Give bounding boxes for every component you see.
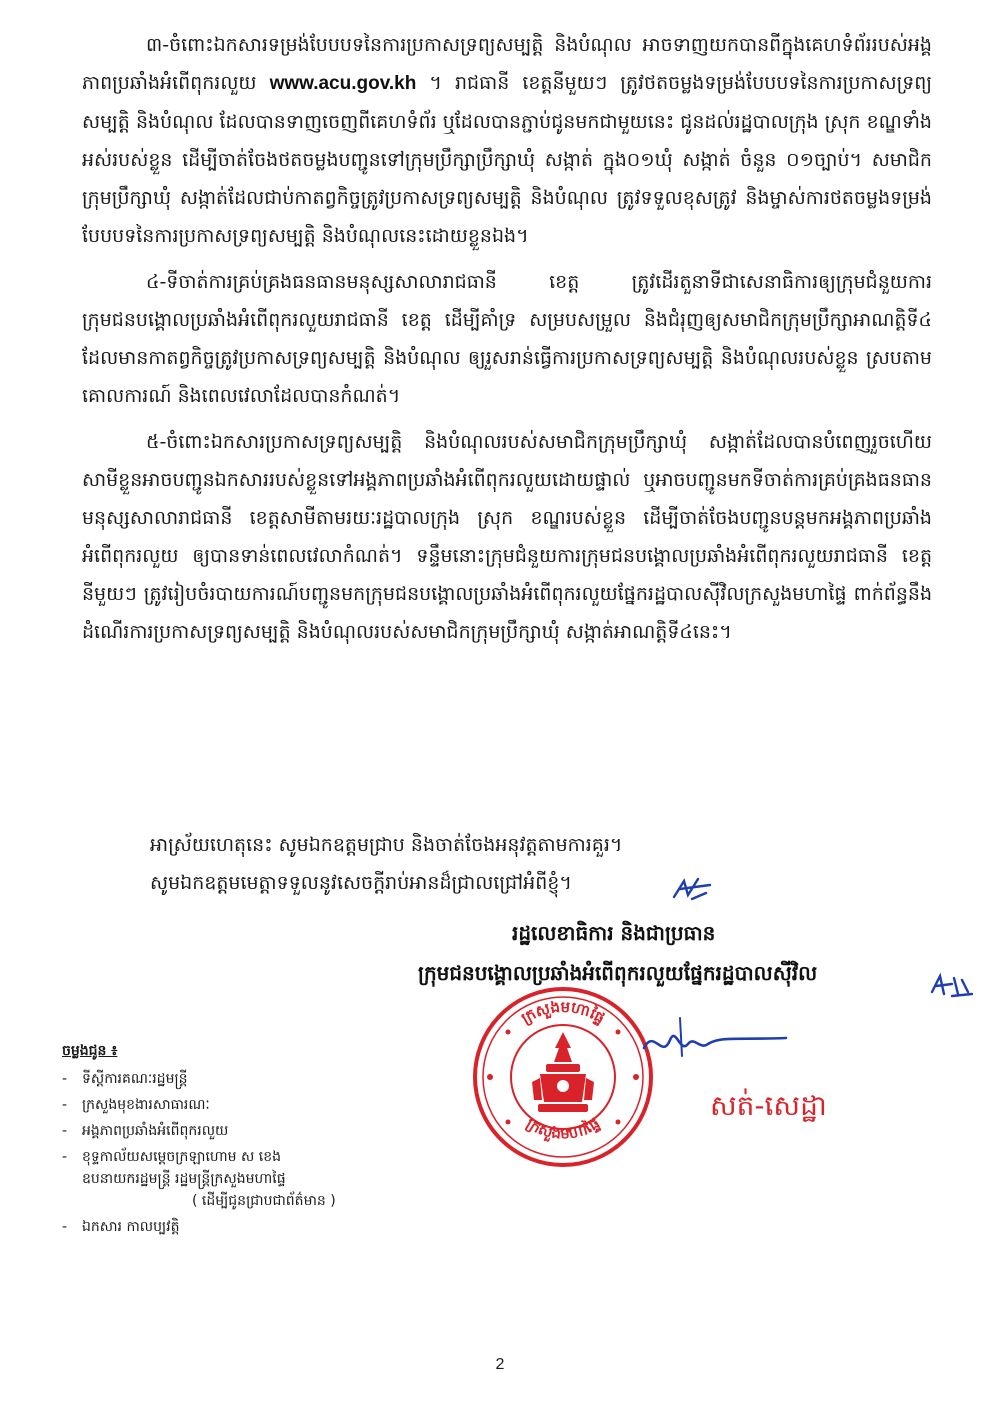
copy-to-recipient: ក្រសួងមុខងារសាធារណៈ (82, 1097, 210, 1113)
copy-to-recipient: ខុទ្ទកាល័យសម្តេចក្រឡាហោម ស ខេង (82, 1149, 282, 1165)
initial-mark-icon (670, 873, 716, 903)
copy-to-list (62, 1040, 482, 1242)
page-number: 2 (495, 1356, 505, 1373)
copy-to-recipient: ទីស្តីការគណៈរដ្ឋមន្ត្រី (82, 1071, 188, 1087)
list-item: - អង្គភាពប្រឆាំងអំពើពុករលួយ (62, 1123, 229, 1139)
signatory-name: សត់-សេដ្ឋា (710, 1089, 827, 1122)
paragraph-3 (82, 26, 932, 255)
copy-to-items (62, 1068, 482, 1238)
signature-icon (640, 1010, 790, 1070)
paragraph-4: ៤-ទីចាត់ការគ្រប់គ្រងធនធានមនុស្សសាលារាជធានី ខេត្ត ត្រូវដើរតួនាទីជាសេនាធិការឲ្យក្រុមជំនួយការក្រុមជនបង្គោលប្រឆាំងអំពើពុករលួយរាជធានី ខេត្ត ដើម្បីគាំទ្រ សម្របសម្រួល និងជំរុញឲ្យសមាជិកក្រុមប្រឹក្សាអាណត្តិទី៤ ដែលមានកាតព្វកិច្ចត្រូវប្រកាសទ្រព្យសម្បត្តិ និងបំណុល ឲ្យរួសរាន់ធ្វើការប្រកាសទ្រព្យសម្បត្តិ និងបំណុលរបស់ខ្លួន ស្របតាមគោលការណ៍ និងពេលវេលាដែលបានកំណត់។ (82, 271, 932, 407)
list-item: - ទីស្តីការគណៈរដ្ឋមន្ត្រី (62, 1071, 188, 1087)
copy-to-note: ( ដើម្បីជូនជ្រាបជាព័ត៌មាន ) (192, 1193, 336, 1209)
letter-body (82, 26, 932, 659)
list-item: - ខុទ្ទកាល័យសម្តេចក្រឡាហោម ស ខេង ឧបនាយករដ្ឋមន្ត្រី រដ្ឋមន្ត្រីក្រសួងមហាផ្ទៃ ( ដើម្បីជូនជ្រាបជាព័ត៌មាន ) (62, 1146, 482, 1212)
paragraph-3-text-start: ៣-ចំពោះឯកសារទម្រង់បែបបទនៃការប្រកាសទ្រព្យសម្បត្តិ និងបំណុល អាចទាញយកបានពីក្នុងគេហទំព័ររបស់អង្គភាពប្រឆាំងអំពើពុករលួយ (82, 34, 932, 94)
list-item: - ឯកសារ កាលប្បវត្តិ (62, 1219, 180, 1235)
copy-to-heading: ចម្លងជូន ៖ (62, 1043, 118, 1059)
seal-text-bottom: ក្រសួងមហាផ្ទៃ (523, 1113, 603, 1143)
copy-to-recipient: ឯកសារ កាលប្បវត្តិ (82, 1219, 180, 1235)
signatory-title: រដ្ឋលេខាធិការ និងជាប្រធាន (512, 921, 716, 945)
closing-regards: សូមឯកឧត្តមមេត្តាទទួលនូវសេចក្តីរាប់អានដ៏ជ្រាលជ្រៅអំពីខ្ញុំ។ (150, 872, 572, 894)
seal-text-top: ក្រសួងមហាផ្ទៃ (518, 997, 608, 1028)
paragraph-3-text-end: ។ រាជធានី ខេត្តនីមួយៗ ត្រូវថតចម្លងទម្រង់បែបបទនៃការប្រកាសទ្រព្យសម្បត្តិ និងបំណុល ដែលបានទាញចេញពីគេហទំព័រ ឬដែលបានភ្ជាប់ជូនមកជាមួយនេះ ជូនដល់រដ្ឋបាលក្រុង ស្រុក ខណ្ឌទាំងអស់របស់ខ្លួន ដើម្បីចាត់ចែងថតចម្លងបញ្ជូនទៅក្រុមប្រឹក្សាប្រឹក្សាឃុំ សង្កាត់ ក្នុង០១ឃុំ សង្កាត់ ចំនួន ០១ច្បាប់។ សមាជិកក្រុមប្រឹក្សាឃុំ សង្កាត់ដែលជាប់កាតព្វកិច្ចត្រូវប្រកាសទ្រព្យសម្បត្តិ និងបំណុល ត្រូវទទួលខុសត្រូវ និងម្ចាស់ការថតចម្លងទម្រង់បែបបទនៃការប្រកាសទ្រព្យសម្បត្តិ និងបំណុលនេះដោយខ្លួនឯង។ (82, 72, 933, 247)
signatory-committee: ក្រុមជនបង្គោលប្រឆាំងអំពើពុករលួយផ្នែករដ្ឋបាលស៊ីវិល (418, 961, 818, 985)
list-item: - ក្រសួងមុខងារសាធារណៈ (62, 1097, 210, 1113)
official-seal-icon (468, 982, 658, 1172)
paragraph-5: ៥-ចំពោះឯកសារប្រកាសទ្រព្យសម្បត្តិ និងបំណុលរបស់សមាជិកក្រុមប្រឹក្សាឃុំ សង្កាត់ដែលបានបំពេញរួចហើយ សាមីខ្លួនអាចបញ្ជូនឯកសាររបស់ខ្លួនទៅអង្គភាពប្រឆាំងអំពើពុករលួយដោយផ្ទាល់ ឬអាចបញ្ជូនមកទីចាត់ការគ្រប់គ្រងធនធានមនុស្សសាលារាជធានី ខេត្តសាមីតាមរយៈរដ្ឋបាលក្រុង ស្រុក ខណ្ឌរបស់ខ្លួន ដើម្បីចាត់ចែងបញ្ជូនបន្តមកអង្គភាពប្រឆាំងអំពើពុករលួយ ឲ្យបានទាន់ពេលវេលាកំណត់។ ទន្ទឹមនោះក្រុមជំនួយការក្រុមជនបង្គោលប្រឆាំងអំពើពុករលួយរាជធានី ខេត្តនីមួយៗ ត្រូវរៀបចំរបាយការណ៍បញ្ជូនមកក្រុមជនបង្គោលប្រឆាំងអំពើពុករលួយផ្នែករដ្ឋបាលស៊ីវិលក្រសួងមហាផ្ទៃ ពាក់ព័ន្ធនឹងដំណើរការប្រកាសទ្រព្យសម្បត្តិ និងបំណុលរបស់សមាជិកក្រុមប្រឹក្សាឃុំ សង្កាត់អាណត្តិទី៤នេះ។ (82, 431, 932, 643)
acu-website-link[interactable]: www.acu.gov.kh (269, 73, 417, 94)
copy-to-recipient-subline: ឧបនាយករដ្ឋមន្ត្រី រដ្ឋមន្ត្រីក្រសួងមហាផ្ទៃ (82, 1171, 286, 1187)
closing-request: អាស្រ័យហេតុនេះ សូមឯកឧត្តមជ្រាប និងចាត់ចែងអនុវត្តតាមការគួរ។ (150, 834, 623, 856)
seal-emblem-icon (532, 1032, 594, 1112)
copy-to-recipient: អង្គភាពប្រឆាំងអំពើពុករលួយ (82, 1123, 229, 1139)
initial-mark-icon (928, 970, 974, 1000)
